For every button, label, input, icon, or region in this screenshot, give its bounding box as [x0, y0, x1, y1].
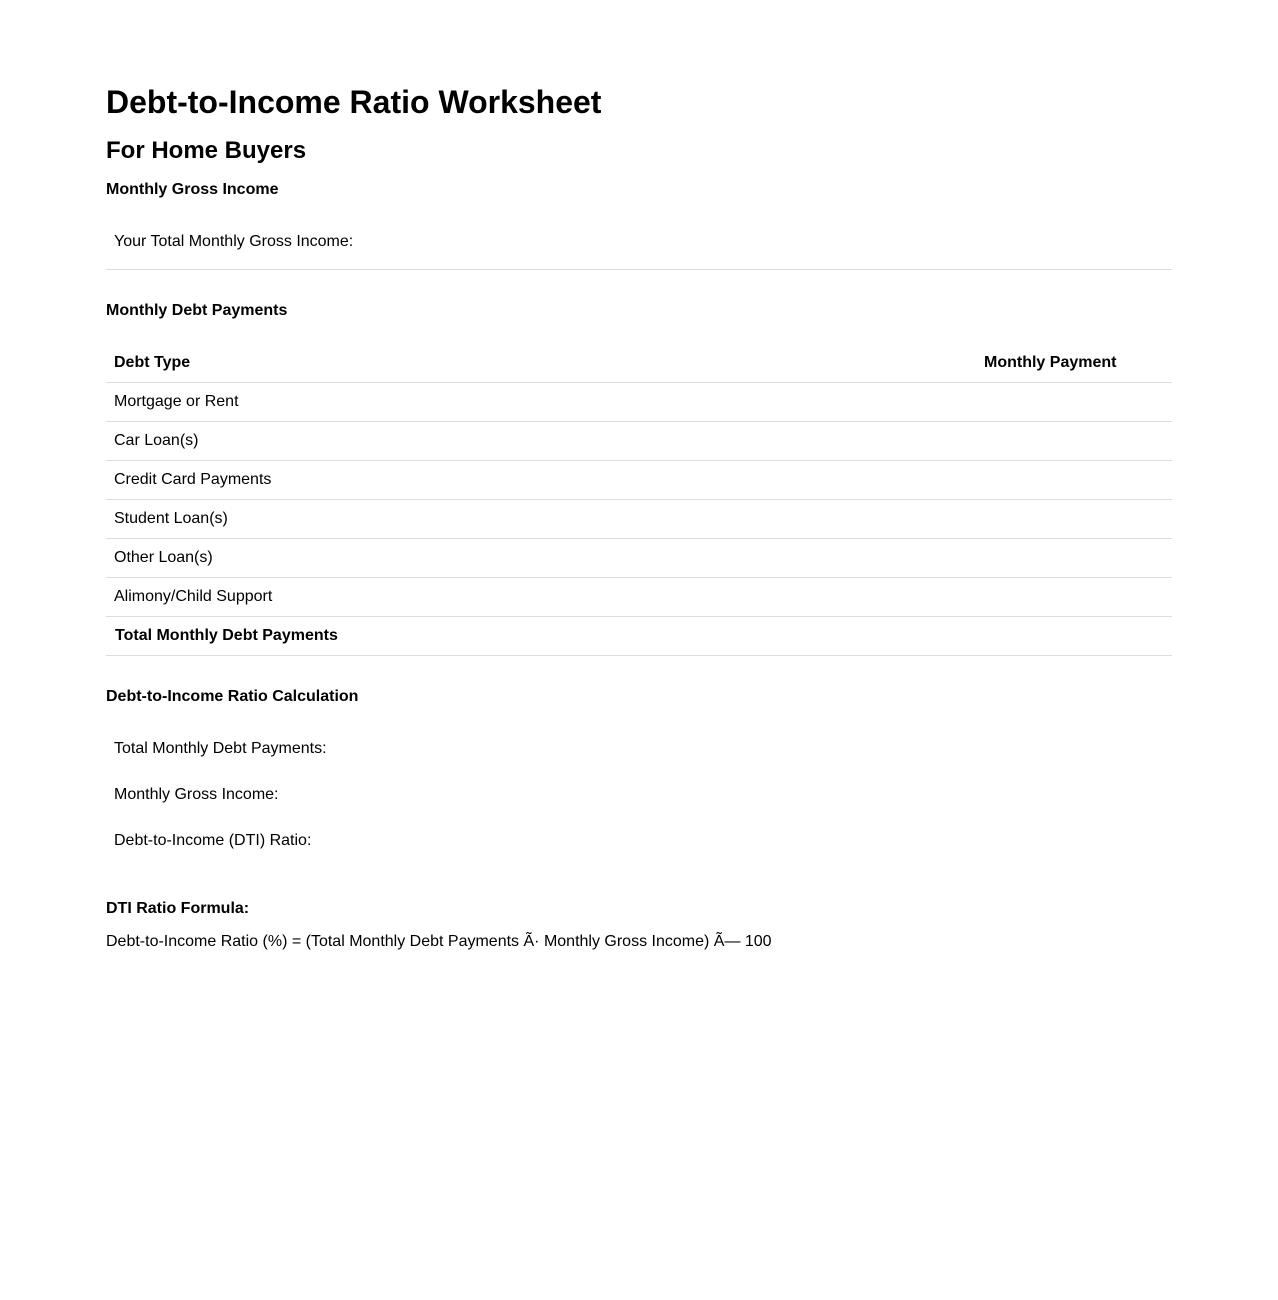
total-debt-label: Total Monthly Debt Payments	[115, 627, 338, 644]
table-row	[106, 461, 1172, 500]
debt-type-car-loan: Car Loan(s)	[114, 432, 199, 449]
formula-text: Debt-to-Income Ratio (%) = (Total Monthly Debt Payments Ã· Monthly Gross Income) Ã— 100	[106, 933, 772, 950]
income-section-title: Monthly Gross Income	[106, 181, 279, 198]
table-total-row	[106, 617, 1172, 656]
header-monthly-payment: Monthly Payment	[984, 354, 1117, 371]
page-title: Debt-to-Income Ratio Worksheet	[106, 84, 602, 120]
table-row	[106, 578, 1172, 617]
debt-type-credit-card: Credit Card Payments	[114, 471, 272, 488]
debt-type-mortgage: Mortgage or Rent	[114, 393, 239, 410]
debt-table-header	[106, 344, 1172, 383]
income-row	[106, 231, 1172, 270]
debt-section-title: Monthly Debt Payments	[106, 302, 288, 319]
formula-section-title: DTI Ratio Formula:	[106, 900, 250, 917]
income-label: Your Total Monthly Gross Income:	[114, 233, 354, 250]
calc-total-debt-label: Total Monthly Debt Payments:	[114, 740, 327, 757]
calc-dti-ratio-label: Debt-to-Income (DTI) Ratio:	[114, 832, 312, 849]
debt-type-alimony: Alimony/Child Support	[114, 588, 273, 605]
calc-gross-income-label: Monthly Gross Income:	[114, 786, 279, 803]
table-row	[106, 539, 1172, 578]
table-row	[106, 422, 1172, 461]
page-subtitle: For Home Buyers	[106, 137, 307, 164]
table-row	[106, 500, 1172, 539]
debt-type-student-loan: Student Loan(s)	[114, 510, 228, 527]
table-row	[106, 383, 1172, 422]
debt-type-other-loan: Other Loan(s)	[114, 549, 213, 566]
header-debt-type: Debt Type	[114, 354, 191, 371]
calc-section-title: Debt-to-Income Ratio Calculation	[106, 688, 359, 705]
